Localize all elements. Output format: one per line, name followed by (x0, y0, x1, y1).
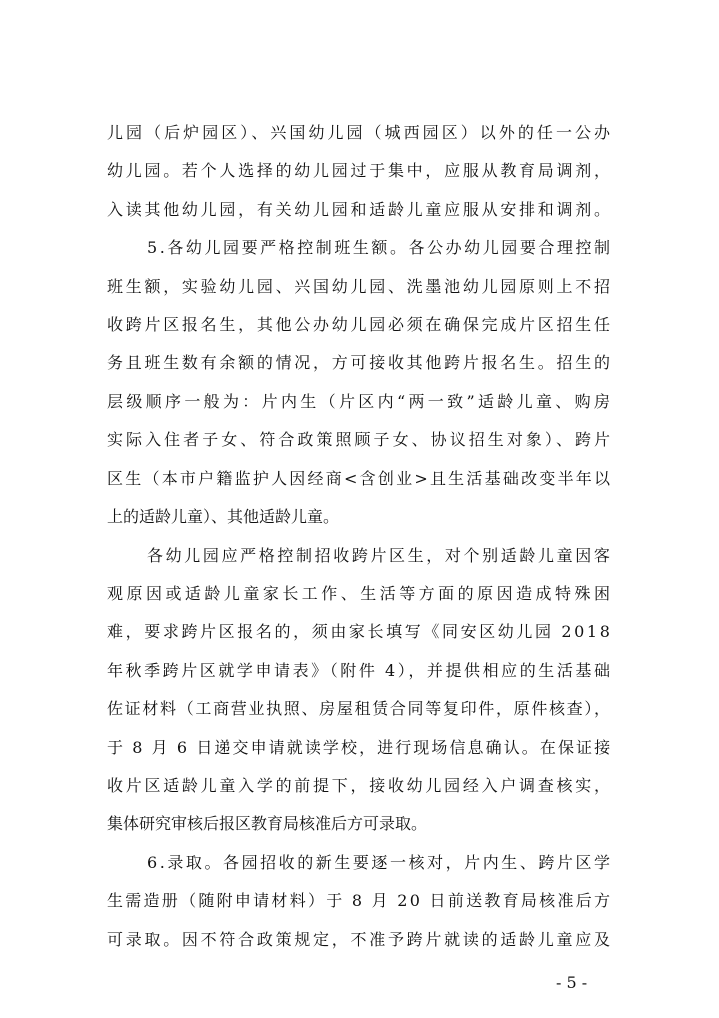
line-text: 班生额，实验幼儿园、兴国幼儿园、洗墨池幼儿园原则上不招 (107, 276, 613, 296)
text-line (0, 348, 719, 379)
text-line (0, 886, 719, 917)
line-text: 区生（本市户籍监护人因经商<含创业>且生活基础改变半年以 (107, 468, 613, 488)
text-line (0, 233, 719, 264)
line-text: 务且班生数有余额的情况，方可接收其他跨片报名生。招生的 (107, 353, 613, 373)
line-text: 难，要求跨片区报名的，须由家长填写《同安区幼儿园 2018 (107, 622, 613, 642)
text-line (0, 156, 719, 187)
text-line (0, 733, 719, 764)
text-line (0, 771, 719, 802)
text-line (0, 502, 719, 533)
text-line (0, 848, 719, 879)
line-text: 收跨片区报名生，其他公办幼儿园必须在确保完成片区招生任 (107, 315, 613, 335)
line-text: 幼儿园。若个人选择的幼儿园过于集中，应服从教育局调剂， (107, 161, 613, 181)
text-line (0, 310, 719, 341)
text-line (0, 387, 719, 418)
line-text: 佐证材料（工商营业执照、房屋租赁合同等复印件，原件核查）， (107, 699, 612, 719)
text-line (0, 925, 719, 956)
line-text: 儿园（后炉园区）、兴国幼儿园（城西园区）以外的任一公办 (107, 123, 614, 142)
line-text: 各幼儿园应严格控制招收跨片区生，对个别适龄儿童因客 (147, 545, 613, 565)
text-line (0, 425, 719, 456)
text-line (0, 617, 719, 648)
line-text: 收片区适龄儿童入学的前提下，接收幼儿园经入户调查核实， (107, 775, 613, 795)
line-text: 于 8 月 6 日递交申请就读学校，进行现场信息确认。在保证接 (107, 737, 613, 757)
line-text: 生需造册（随附申请材料）于 8 月 20 日前送教育局核准后方 (107, 891, 613, 911)
line-text: 6.录取。各园招收的新生要逐一核对，片内生、跨片区学 (147, 852, 613, 872)
line-text: 上的适龄儿童）、其他适龄儿童。 (107, 507, 340, 527)
line-text: 层级顺序一般为：片内生（片区内“两一致”适龄儿童、购房 (107, 391, 614, 411)
text-line (0, 694, 719, 725)
line-text: 观原因或适龄儿童家长工作、生活等方面的原因造成特殊困 (107, 583, 614, 603)
line-text: 可录取。因不符合政策规定，不准予跨片就读的适龄儿童应及 (107, 929, 613, 949)
line-text: 5.各幼儿园要严格控制班生额。各公办幼儿园要合理控制 (147, 238, 613, 258)
text-line (0, 272, 719, 303)
text-line (0, 118, 719, 149)
line-text: 入读其他幼儿园，有关幼儿园和适龄儿童应服从安排和调剂。 (107, 199, 613, 219)
text-line (0, 464, 719, 495)
line-text: 集体研究审核后报区教育局核准后方可录取。 (107, 814, 428, 834)
text-line (0, 809, 719, 840)
text-line (0, 195, 719, 226)
line-text: 实际入住者子女、符合政策照顾子女、协议招生对象）、跨片 (107, 430, 614, 450)
text-line (0, 541, 719, 572)
line-text: 年秋季跨片区就学申请表》（附件 4），并提供相应的生活基础 (107, 660, 613, 680)
text-line (0, 656, 719, 687)
page-number: - 5 - (556, 973, 588, 993)
text-line (0, 579, 719, 610)
